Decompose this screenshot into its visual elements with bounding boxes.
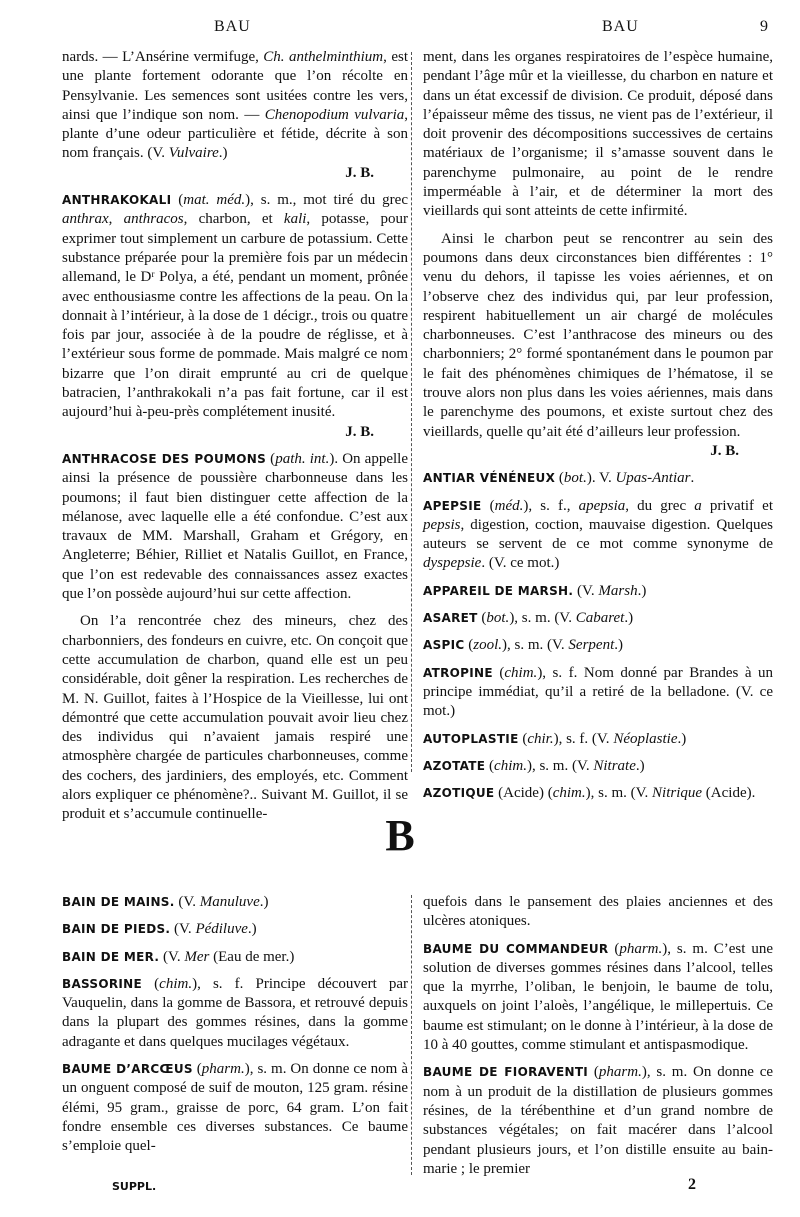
page-number: 9 bbox=[760, 18, 769, 35]
dictionary-entry bbox=[423, 757, 773, 776]
column-divider-bottom bbox=[411, 895, 412, 1175]
entry-text: (chir.), s. f. (V. Néoplastie.) bbox=[518, 730, 687, 747]
dictionary-entry bbox=[62, 920, 408, 939]
bottom-left-column bbox=[62, 893, 408, 1165]
entry-headword: BASSORINE bbox=[62, 976, 143, 991]
dictionary-entry bbox=[423, 664, 773, 722]
entry-text: (chim.), s. m. (V. Nitrate.) bbox=[485, 757, 645, 774]
dictionary-entry bbox=[62, 893, 408, 912]
entry-headword: BAIN DE MER. bbox=[62, 949, 160, 964]
entry-text: Ainsi le charbon peut se rencontrer au sein des poumons dans deux circonstances bien différentes : 1° venu du dehors, il tapisse les voies aériennes, et on l’observe chez des individus qui, par leur profession, respirent habituellement un air chargé de molécules charbonneuses. C’est l’anthracose des mineurs ou des charbonniers; 2° formé spontanément dans le poumon par le fait des phénomènes chimiques de l’hématose, il se trouve alors non plus dans les voies aériennes, mais dans le parenchyme des poumons, et existe surtout chez des vieillards, quelle qu’ait été d’ailleurs leur profession. bbox=[423, 230, 773, 440]
paragraph bbox=[423, 230, 773, 462]
entry-text: (mat. méd.), s. m., mot tiré du grec anthrax, anthracos, charbon, et kali, potasse, pour exprimer tout simplement un carbure de potassium. Cette substance préparée pour la première fois par un médecin allemand, le Dʳ Polya, a été, pendant un moment, prônée avec enthousiasme contre les affections de la peau. On la donnait à l’intérieur, à la dose de 1 décigr., trois ou quatre fois par jour, associée à de la poudre de réglisse, et à l’extérieur sous forme de pommade. Mais malgré ce nom bizarre que l’on dirait emprunté au cri de quelque batracien, l’anthrakokali n’a pas fait fortune, car il est aujourd’hui à-peu-près complétement inusité. bbox=[62, 192, 409, 421]
dictionary-entry bbox=[423, 940, 773, 1056]
entry-headword: APPAREIL DE MARSH. bbox=[423, 583, 574, 598]
entry-text: (bot.). V. Upas-Antiar. bbox=[555, 470, 695, 487]
entry-headword: BAUME DE FIORAVENTI bbox=[423, 1065, 589, 1080]
dictionary-entry bbox=[423, 1063, 773, 1179]
bottom-right-column bbox=[423, 893, 773, 1187]
entry-headword: AZOTATE bbox=[423, 758, 486, 773]
entry-text: quefois dans le pansement des plaies anciennes et des ulcères atoniques. bbox=[423, 894, 773, 930]
entry-text: (path. int.). On appelle ainsi la présence de poussière charbonneuse dans les poumons; il faut bien distinguer cette affection de la mélanose, avec laquelle elle a été confondue. C’est aux travaux de MM. Marshall, Graham et Grégory, en Angleterre; Béhier, Rilliet et Natalis Guillot, en France, que l’on est redevable des connaissances assez exactes que l’on possède aujourd’hui sur cette affection. bbox=[62, 450, 408, 603]
entry-text: On l’a rencontrée chez des mineurs, chez des charbonniers, des fondeurs en cuivre, etc. On conçoit que cette accumulation de charbon, quand elle est un peu considérable, doit gêner la respiration. Les recherches de M. N. Guillot, faites à l’Hospice de la Vieillesse, lui ont démontré que cette accumulation pouvait avoir lieu chez des individus qui n’avaient jamais respiré une atmosphère chargée de particules charbonneuses, comme des cochers, des jardiniers, des employés, etc. Comment alors expliquer ce phénomène?.. Suivant M. Guillot, il se produit et s’accumule continuelle- bbox=[62, 613, 408, 823]
entry-text: ment, dans les organes respiratoires de l’espèce humaine, pendant l’âge mûr et la vieillesse, du charbon en nature et dans un état excessif de division. Ce produit, déposé dans l’épaisseur même des tissus, ne vient pas de l’extérieur, il doit provenir des décompositions successives de certains matériaux de l’organisme; il s’amasse souvent dans le parenchyme pulmonaire, au point de le rendre imperméable à l’air, et de déterminer la mort des vieillards qui sont atteints de cette infirmité. bbox=[423, 49, 773, 220]
dictionary-entry bbox=[423, 497, 773, 574]
signature-number: 2 bbox=[688, 1176, 696, 1193]
entry-text: (V. Marsh.) bbox=[573, 582, 647, 599]
paragraph bbox=[423, 48, 773, 222]
dictionary-entry bbox=[62, 948, 408, 967]
entry-headword: ATROPINE bbox=[423, 665, 493, 680]
top-left-column bbox=[62, 48, 408, 833]
dictionary-entry bbox=[62, 450, 408, 604]
top-right-column bbox=[423, 48, 773, 811]
entry-text: (pharm.), s. m. C’est une solution de diverses gommes résines dans l’alcool, telles que la myrrhe, l’oliban, le benjoin, le baume de tolu, auxquels on joint l’aloès, l’angélique, le millepertuis. Ce baume est stimulant; on le donne à l’intérieur, à la dose de 10 à 40 gouttes, comme stimulant et antispasmodique. bbox=[423, 940, 773, 1054]
entry-headword: ANTIAR VÉNÉNEUX bbox=[423, 471, 556, 486]
signature-mark: SUPPL. bbox=[112, 1180, 157, 1193]
entry-headword: BAIN DE MAINS. bbox=[62, 895, 175, 909]
entry-headword: ANTHRACOSE DES POUMONS bbox=[62, 451, 267, 466]
entry-text: (zool.), s. m. (V. Serpent.) bbox=[464, 637, 623, 654]
paragraph bbox=[62, 48, 408, 183]
dictionary-entry bbox=[423, 636, 773, 655]
entry-text: (chim.), s. f. Principe découvert par Vauquelin, dans la gomme de Bassora, et retrouvé depuis dans la plupart des gommes résines, dans la gomme adragante et dans quelques mucilages végétaux. bbox=[62, 975, 409, 1050]
entry-text: (Acide) (chim.), s. m. (V. Nitrique (Acide). bbox=[494, 785, 756, 802]
dictionary-entry bbox=[423, 784, 773, 803]
dictionary-entry bbox=[423, 469, 773, 488]
dictionary-entry bbox=[423, 730, 773, 749]
entry-text: (V. Mer (Eau de mer.) bbox=[159, 948, 295, 965]
entry-text: (pharm.), s. m. On donne ce nom à un onguent composé de suif de mouton, 125 gram. résine élémi, 95 gram., graisse de porc, 64 gram. L’on fait fondre ensemble ces diverses substances. Ce baume s’emploie quel- bbox=[62, 1061, 408, 1155]
entry-text: (V. Manuluve.) bbox=[174, 894, 269, 910]
author-signature: J. B. bbox=[345, 164, 374, 181]
entry-headword: BAUME DU COMMANDEUR bbox=[423, 941, 609, 956]
dictionary-entry bbox=[423, 609, 773, 628]
entry-text: (pharm.), s. m. On donne ce nom à un produit de la distillation de plusieurs gommes résines, de la térébenthine et d’un grand nombre de substances végétales; on fait macérer dans l’alcool pendant plusieurs jours, et l’on distille ensuite au bain-marie ; le premier bbox=[423, 1064, 774, 1177]
entry-headword: ANTHRAKOKALI bbox=[62, 193, 172, 208]
entry-text: (chim.), s. f. Nom donné par Brandes à un principe immédiat, qu’il a retiré de la belladone. (V. ce mot.) bbox=[423, 664, 773, 720]
running-head-left: BAU bbox=[214, 18, 251, 35]
entry-headword: AZOTIQUE bbox=[423, 786, 495, 801]
dictionary-entry bbox=[62, 1060, 408, 1156]
paragraph bbox=[423, 893, 773, 932]
dictionary-entry bbox=[62, 191, 408, 442]
author-signature: J. B. bbox=[710, 442, 739, 459]
entry-text: (V. Pédiluve.) bbox=[170, 921, 257, 938]
paragraph bbox=[62, 612, 408, 824]
dictionary-entry bbox=[423, 582, 773, 601]
entry-headword: APEPSIE bbox=[423, 498, 482, 513]
dictionary-entry bbox=[62, 975, 408, 1052]
running-head-right: BAU bbox=[602, 18, 639, 35]
section-letter: B bbox=[385, 811, 415, 860]
entry-headword: ASPIC bbox=[423, 638, 465, 653]
entry-headword: BAIN DE PIEDS. bbox=[62, 922, 171, 937]
entry-text: (bot.), s. m. (V. Cabaret.) bbox=[477, 610, 634, 627]
entry-headword: AUTOPLASTIE bbox=[423, 731, 519, 746]
entry-headword: ASARET bbox=[423, 611, 478, 626]
entry-text: (méd.), s. f., apepsia, du grec a privatif et pepsis, digestion, coction, mauvaise digestion. Quelques auteurs se servent de ce mot comme synonyme de dyspepsie. (V. ce mot.) bbox=[423, 497, 773, 572]
author-signature: J. B. bbox=[345, 423, 374, 440]
entry-text: nards. — L’Ansérine vermifuge, Ch. anthelminthium, est une plante fortement odorante que l’on récolte en Pensylvanie. Les semences sont usitées contre les vers, ainsi que l’indique son nom. — Chenopodium vulvaria, plante d’une odeur particulière et fétide, décrite à son nom français. (V. Vulvaire.) bbox=[62, 49, 409, 162]
entry-headword: BAUME D’ARCŒUS bbox=[62, 1062, 193, 1077]
column-divider-top bbox=[411, 52, 412, 772]
